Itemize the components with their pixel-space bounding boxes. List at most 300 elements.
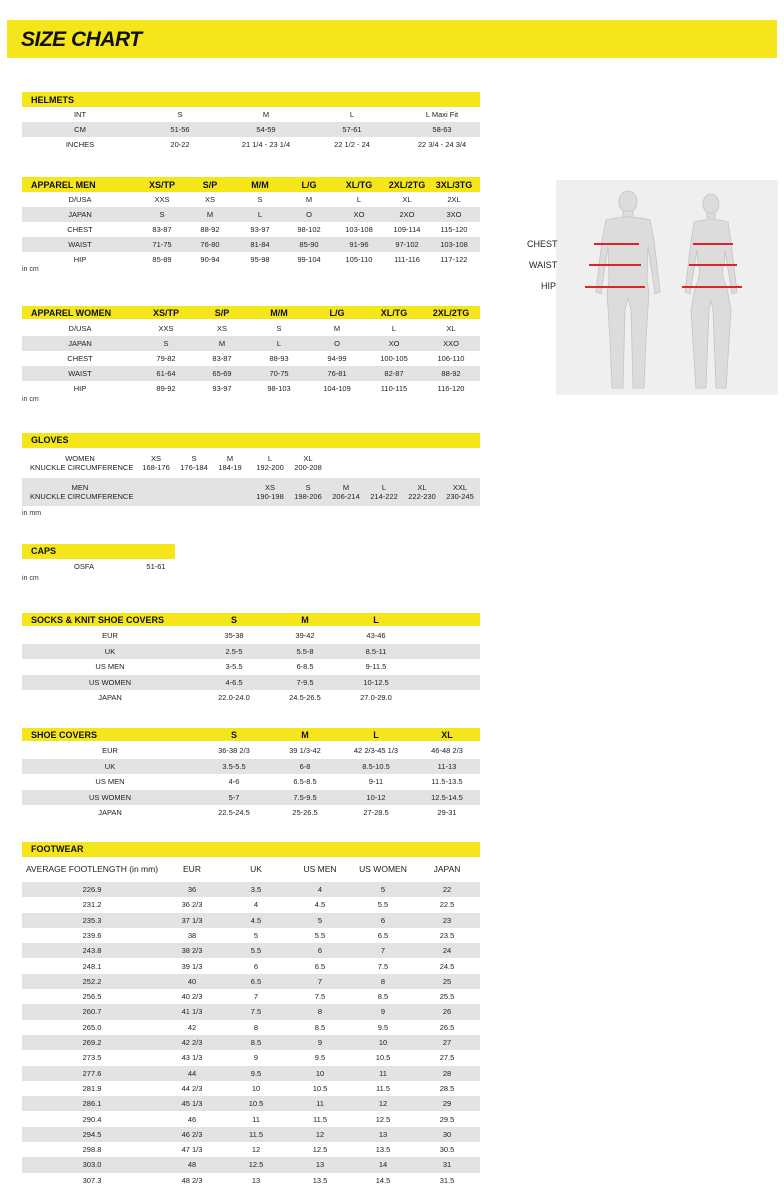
row-label: 290.4 xyxy=(82,1114,102,1124)
unit-caps: in cm xyxy=(22,575,39,582)
helmets-title: HELMETS xyxy=(31,94,75,105)
table-cell: O xyxy=(306,210,312,219)
table-cell: 10.5 xyxy=(248,1099,264,1109)
table-cell: 48 2/3 xyxy=(181,1175,203,1185)
table-cell: 23.5 xyxy=(439,930,455,940)
table-row xyxy=(22,675,480,691)
table-row xyxy=(22,989,480,1004)
table-row xyxy=(22,943,480,958)
table-cell: 65-69 xyxy=(212,369,232,378)
table-cell: 12 xyxy=(315,1129,325,1139)
table-cell: 95-98 xyxy=(250,255,270,264)
table-cell: 8.5 xyxy=(314,1022,326,1032)
table-cell: 10-12.5 xyxy=(363,677,389,687)
table-cell: 82-87 xyxy=(384,369,404,378)
table-cell: 61-64 xyxy=(156,369,176,378)
table-cell: 22 1/2 - 24 xyxy=(334,140,370,149)
table-row xyxy=(22,659,480,675)
glove-size-men: S xyxy=(305,483,311,492)
caps-header xyxy=(22,544,175,559)
table-cell: 39-42 xyxy=(295,631,315,641)
table-cell: 7.5 xyxy=(250,1007,262,1017)
table-cell: 44 2/3 xyxy=(181,1083,203,1093)
table-row xyxy=(22,351,480,366)
glove-size-men: XXL xyxy=(452,483,468,492)
shoe-covers-header xyxy=(22,728,480,741)
table-cell: XXO xyxy=(443,339,459,348)
table-cell: 6-8.5 xyxy=(296,662,314,672)
row-label: US WOMEN xyxy=(88,792,132,802)
row-label: 294.5 xyxy=(82,1129,102,1139)
table-cell: 110-115 xyxy=(380,384,408,393)
row-label: 260.7 xyxy=(82,1007,102,1017)
column-header: M/M xyxy=(270,307,288,318)
table-cell: 103-108 xyxy=(440,240,468,249)
table-cell: 4-6.5 xyxy=(225,677,243,687)
glove-size-women: L xyxy=(267,454,273,463)
table-cell: 11.5-13.5 xyxy=(431,777,463,787)
row-label: INT xyxy=(73,110,87,119)
column-header: 3XL/3TG xyxy=(435,179,473,190)
table-cell: XS xyxy=(204,195,215,204)
column-header: S/P xyxy=(214,307,230,318)
table-cell: 9 xyxy=(253,1053,259,1063)
glove-size-men: M xyxy=(342,483,350,492)
table-cell: 2XL xyxy=(447,195,461,204)
row-label: 298.8 xyxy=(82,1145,102,1155)
glove-size-men: XL xyxy=(417,483,427,492)
column-header: L/G xyxy=(329,307,345,318)
table-cell: 5.5-8 xyxy=(296,646,314,656)
table-cell: 8.5-11 xyxy=(365,646,387,656)
table-cell: 83-87 xyxy=(212,354,232,363)
table-cell: 35-38 xyxy=(224,631,244,641)
row-label: 307.3 xyxy=(82,1175,102,1185)
table-cell: 5.5 xyxy=(250,946,262,956)
table-row xyxy=(22,628,480,644)
table-cell: 12 xyxy=(251,1145,261,1155)
column-header: 2XL/2TG xyxy=(388,179,426,190)
table-cell: 31.5 xyxy=(439,1175,455,1185)
table-row xyxy=(22,237,480,252)
table-cell: 10-12 xyxy=(366,792,386,802)
column-header: L xyxy=(373,614,379,625)
table-cell: S xyxy=(177,110,183,119)
table-cell: 42 2/3 xyxy=(181,1038,203,1047)
table-cell: 14 xyxy=(378,1160,388,1170)
table-cell: 103-108 xyxy=(345,225,373,234)
table-cell: 11 xyxy=(379,1068,387,1078)
table-cell: XXS xyxy=(154,195,170,204)
table-cell: L xyxy=(276,339,282,348)
table-cell: 36 2/3 xyxy=(181,900,203,910)
glove-range-men: 230-245 xyxy=(446,492,474,501)
footwear-column-header: US MEN xyxy=(303,864,337,874)
table-cell: 31 xyxy=(442,1160,452,1170)
table-cell: 10 xyxy=(251,1083,261,1093)
row-label: 281.9 xyxy=(82,1083,102,1093)
column-header: XL xyxy=(441,729,453,740)
table-cell: 4.5 xyxy=(314,900,326,910)
table-cell: XL xyxy=(402,195,412,204)
table-cell: L xyxy=(257,210,263,219)
table-cell: M xyxy=(218,339,226,348)
table-cell: 41 1/3 xyxy=(181,1007,203,1017)
table-cell: 10.5 xyxy=(375,1053,391,1063)
unit-women: in cm xyxy=(22,396,39,403)
table-cell: 27.0-29.0 xyxy=(360,693,392,703)
row-label: UK xyxy=(104,761,116,771)
table-cell: 13 xyxy=(315,1160,325,1170)
table-row xyxy=(22,1004,480,1019)
shoe-covers-title: SHOE COVERS xyxy=(31,729,98,740)
men-label: MEN xyxy=(71,483,89,492)
footwear-column-header: US WOMEN xyxy=(359,864,407,874)
table-cell: XO xyxy=(353,210,365,219)
table-row xyxy=(22,1050,480,1065)
table-cell: 29.5 xyxy=(439,1114,455,1124)
table-cell: 22 xyxy=(442,885,452,894)
table-cell: 3-5.5 xyxy=(225,662,243,672)
helmets-header xyxy=(22,92,480,107)
glove-range-women: 192-200 xyxy=(256,463,284,472)
table-row xyxy=(22,774,480,790)
row-label: EUR xyxy=(102,746,118,756)
table-cell: M xyxy=(305,195,313,204)
table-cell: 93-97 xyxy=(250,225,270,234)
table-cell: 85-89 xyxy=(152,255,172,264)
table-cell: 85-90 xyxy=(299,240,319,249)
column-header: 2XL/2TG xyxy=(432,307,470,318)
table-cell: L xyxy=(391,324,397,333)
row-label: US MEN xyxy=(95,777,125,787)
table-cell: 4 xyxy=(253,900,259,910)
table-cell: 97-102 xyxy=(395,240,419,249)
table-cell: 6 xyxy=(253,961,259,971)
column-header: M xyxy=(301,729,309,740)
table-cell: 9.5 xyxy=(377,1022,389,1032)
table-cell: S xyxy=(257,195,263,204)
row-label: 269.2 xyxy=(82,1038,102,1047)
table-row xyxy=(22,974,480,989)
row-label: 265.0 xyxy=(82,1022,102,1032)
table-cell: 8.5 xyxy=(377,992,389,1002)
glove-range-women: 168-176 xyxy=(142,463,170,472)
caps-value: 51-61 xyxy=(146,562,166,571)
column-header: XS/TP xyxy=(148,179,175,190)
table-cell: 51-56 xyxy=(170,125,190,134)
table-cell: 40 xyxy=(187,976,197,986)
footwear-column-header: UK xyxy=(250,864,262,874)
table-cell: 111-116 xyxy=(394,255,420,264)
table-cell: S xyxy=(163,339,169,348)
row-label: HIP xyxy=(73,255,87,264)
table-cell: 91-96 xyxy=(349,240,369,249)
table-cell: XXS xyxy=(158,324,174,333)
table-cell: 3.5 xyxy=(250,885,262,894)
table-cell: 105-110 xyxy=(345,255,373,264)
table-row xyxy=(22,137,480,152)
table-cell: O xyxy=(334,339,340,348)
row-label: 273.5 xyxy=(82,1053,102,1063)
glove-range-women: 176-184 xyxy=(180,463,208,472)
table-row xyxy=(22,252,480,267)
table-cell: 12.5 xyxy=(375,1114,391,1124)
table-cell: 10 xyxy=(315,1068,325,1078)
table-cell: 27.5 xyxy=(439,1053,455,1063)
table-cell: 8.5 xyxy=(250,1038,262,1047)
table-cell: L xyxy=(349,110,355,119)
table-cell: 29-31 xyxy=(437,808,457,818)
title-banner xyxy=(7,20,777,58)
table-row xyxy=(22,122,480,137)
table-cell: 28.5 xyxy=(439,1083,455,1093)
table-cell: 6.5 xyxy=(377,930,389,940)
table-cell: 25-26.5 xyxy=(292,808,318,818)
gloves-men-row xyxy=(22,478,480,506)
table-cell: 4.5 xyxy=(250,915,262,925)
table-cell: 11.5 xyxy=(248,1129,264,1139)
table-row xyxy=(22,366,480,381)
row-label: CHEST xyxy=(67,225,93,234)
table-cell: 9-11.5 xyxy=(365,662,387,672)
table-cell: 43 1/3 xyxy=(181,1053,203,1063)
table-cell: 54-59 xyxy=(256,125,276,134)
table-cell: 46 2/3 xyxy=(181,1129,203,1139)
row-label: 235.3 xyxy=(82,915,102,925)
table-cell: 116-120 xyxy=(437,384,465,393)
row-label: 256.5 xyxy=(82,992,102,1002)
table-cell: 21 1/4 - 23 1/4 xyxy=(241,140,291,149)
table-cell: 7 xyxy=(317,976,323,986)
row-label: JAPAN xyxy=(68,339,92,348)
table-cell: 8 xyxy=(317,1007,323,1017)
table-cell: 6 xyxy=(317,946,323,956)
table-cell: 2XO xyxy=(399,210,415,219)
table-cell: 99-104 xyxy=(297,255,321,264)
table-cell: 48 xyxy=(187,1160,197,1170)
table-cell: 38 xyxy=(187,930,197,940)
row-label: JAPAN xyxy=(98,808,122,818)
table-cell: 90-94 xyxy=(200,255,220,264)
table-cell: 45 1/3 xyxy=(181,1099,203,1109)
row-label: 231.2 xyxy=(82,900,102,910)
table-row xyxy=(22,381,480,396)
table-cell: 12.5 xyxy=(312,1145,328,1155)
row-label: INCHES xyxy=(65,140,95,149)
caps-title: CAPS xyxy=(31,546,57,556)
table-cell: 4-6 xyxy=(228,777,240,787)
table-cell: 13.5 xyxy=(312,1175,328,1185)
table-cell: 106-110 xyxy=(437,354,465,363)
table-row xyxy=(22,1127,480,1142)
table-row xyxy=(22,805,480,821)
table-cell: 44 xyxy=(187,1068,197,1078)
table-cell: L Maxi Fit xyxy=(425,110,459,119)
table-cell: 4 xyxy=(317,885,323,894)
row-label: 303.0 xyxy=(82,1160,102,1170)
waist-measure-line-women xyxy=(689,264,737,266)
footwear-column-header: EUR xyxy=(183,864,201,874)
gloves-header xyxy=(22,433,480,448)
column-header: L/G xyxy=(301,179,317,190)
table-cell: 57-61 xyxy=(342,125,362,134)
table-row xyxy=(22,107,480,122)
table-cell: 26 xyxy=(442,1007,452,1017)
table-cell: 13.5 xyxy=(375,1145,391,1155)
row-label: 286.1 xyxy=(82,1099,102,1109)
table-cell: 30 xyxy=(442,1129,452,1139)
apparel-men-header xyxy=(22,177,480,192)
table-cell: 58-63 xyxy=(432,125,452,134)
table-cell: 36-38 2/3 xyxy=(218,746,250,756)
apparel-women-title: APPAREL WOMEN xyxy=(31,307,112,318)
glove-range-men: 206-214 xyxy=(332,492,360,501)
table-cell: 3.5-5.5 xyxy=(222,761,246,771)
table-cell: 13 xyxy=(378,1129,388,1139)
unit-gloves: in mm xyxy=(22,510,42,517)
table-row xyxy=(22,743,480,759)
table-cell: 8.5-10.5 xyxy=(362,761,390,771)
table-cell: 25.5 xyxy=(439,992,455,1002)
table-row xyxy=(22,192,480,207)
table-cell: 115-120 xyxy=(440,225,468,234)
glove-range-men: 214-222 xyxy=(370,492,398,501)
table-cell: 11 xyxy=(252,1114,260,1124)
row-label: JAPAN xyxy=(98,693,122,703)
row-label: D/USA xyxy=(68,324,92,333)
table-cell: 24 xyxy=(442,946,452,956)
table-cell: 10 xyxy=(378,1038,388,1047)
glove-size-women: XL xyxy=(303,454,313,463)
table-row xyxy=(22,1157,480,1172)
caps-osfa-label: OSFA xyxy=(73,562,94,571)
table-cell: 23 xyxy=(442,915,452,925)
table-cell: 9-11 xyxy=(368,777,384,787)
table-cell: 5.5 xyxy=(377,900,389,910)
table-cell: 117-122 xyxy=(440,255,468,264)
table-cell: 93-97 xyxy=(212,384,232,393)
table-row xyxy=(22,790,480,806)
glove-size-women: S xyxy=(191,454,197,463)
table-cell: 79-82 xyxy=(156,354,176,363)
table-cell: 71-75 xyxy=(152,240,172,249)
table-cell: 8 xyxy=(380,976,386,986)
footwear-title: FOOTWEAR xyxy=(31,844,84,854)
apparel-men-title: APPAREL MEN xyxy=(31,179,96,190)
row-label: JAPAN xyxy=(68,210,92,219)
table-cell: 7.5 xyxy=(377,961,389,971)
hip-measure-line-women xyxy=(682,286,742,288)
row-label: 243.8 xyxy=(82,946,102,956)
table-cell: 46-48 2/3 xyxy=(431,746,463,756)
socks-title: SOCKS & KNIT SHOE COVERS xyxy=(31,614,165,625)
hip-label: HIP xyxy=(541,281,557,291)
women-label: WOMEN xyxy=(65,454,95,463)
table-cell: 9 xyxy=(380,1007,386,1017)
table-row xyxy=(22,222,480,237)
table-row xyxy=(22,913,480,928)
table-cell: 39 1/3 xyxy=(181,961,203,971)
table-row xyxy=(22,1173,480,1188)
table-row xyxy=(22,644,480,660)
table-cell: L xyxy=(356,195,362,204)
table-row xyxy=(22,1096,480,1111)
table-cell: S xyxy=(159,210,165,219)
table-cell: 76-80 xyxy=(200,240,220,249)
column-header: M/M xyxy=(251,179,269,190)
table-cell: 5 xyxy=(317,915,323,925)
table-cell: 22.5-24.5 xyxy=(218,808,250,818)
table-cell: 46 xyxy=(187,1114,197,1124)
table-cell: 24.5 xyxy=(439,961,455,971)
row-label: CHEST xyxy=(67,354,93,363)
row-label: 226.9 xyxy=(82,885,102,894)
table-cell: 40 2/3 xyxy=(181,992,203,1002)
table-cell: 5 xyxy=(380,885,386,894)
waist-measure-line xyxy=(589,264,641,266)
table-row xyxy=(22,321,480,336)
row-label: D/USA xyxy=(68,195,92,204)
row-label: 252.2 xyxy=(82,976,102,986)
table-cell: 12.5 xyxy=(248,1160,264,1170)
footwear-header xyxy=(22,842,480,857)
table-cell: 6.5 xyxy=(314,961,326,971)
men-knuckle-label: KNUCKLE CIRCUMFERENCE xyxy=(30,492,134,501)
table-cell: M xyxy=(262,110,270,119)
table-row xyxy=(22,1066,480,1081)
table-cell: XO xyxy=(388,339,400,348)
table-row xyxy=(22,1020,480,1035)
table-cell: 42 2/3-45 1/3 xyxy=(353,746,399,756)
table-cell: XL xyxy=(446,324,456,333)
table-cell: 42 xyxy=(187,1022,197,1032)
table-row xyxy=(22,1112,480,1127)
table-row xyxy=(22,1142,480,1157)
row-label: US MEN xyxy=(95,662,125,672)
table-cell: 9.5 xyxy=(314,1053,326,1063)
table-cell: 7-9.5 xyxy=(296,677,314,687)
table-row xyxy=(22,759,480,775)
table-row xyxy=(22,959,480,974)
table-cell: 28 xyxy=(442,1068,452,1078)
table-cell: 30.5 xyxy=(439,1145,455,1155)
row-label: CM xyxy=(74,125,86,134)
table-cell: 100-105 xyxy=(380,354,408,363)
table-cell: 11-13 xyxy=(437,761,457,771)
row-label: EUR xyxy=(102,631,118,641)
row-label: UK xyxy=(104,646,116,656)
row-label: WAIST xyxy=(68,369,92,378)
table-cell: 8 xyxy=(253,1022,259,1032)
table-cell: 27-28.5 xyxy=(363,808,389,818)
table-row xyxy=(22,336,480,351)
table-cell: 43-46 xyxy=(366,631,386,641)
table-cell: 7 xyxy=(253,992,259,1002)
table-cell: 9 xyxy=(317,1038,323,1047)
glove-range-women: 200-208 xyxy=(294,463,322,472)
table-cell: 12 xyxy=(378,1099,388,1109)
hip-measure-line xyxy=(585,286,645,288)
table-cell: 7.5 xyxy=(314,992,326,1002)
table-cell: 12.5-14.5 xyxy=(431,792,463,802)
table-row xyxy=(22,1035,480,1050)
column-header: M xyxy=(301,614,309,625)
table-cell: 38 2/3 xyxy=(181,946,203,956)
chest-label: CHEST xyxy=(527,239,558,249)
women-knuckle-label: KNUCKLE CIRCUMFERENCE xyxy=(30,463,134,472)
column-header: S/P xyxy=(202,179,218,190)
